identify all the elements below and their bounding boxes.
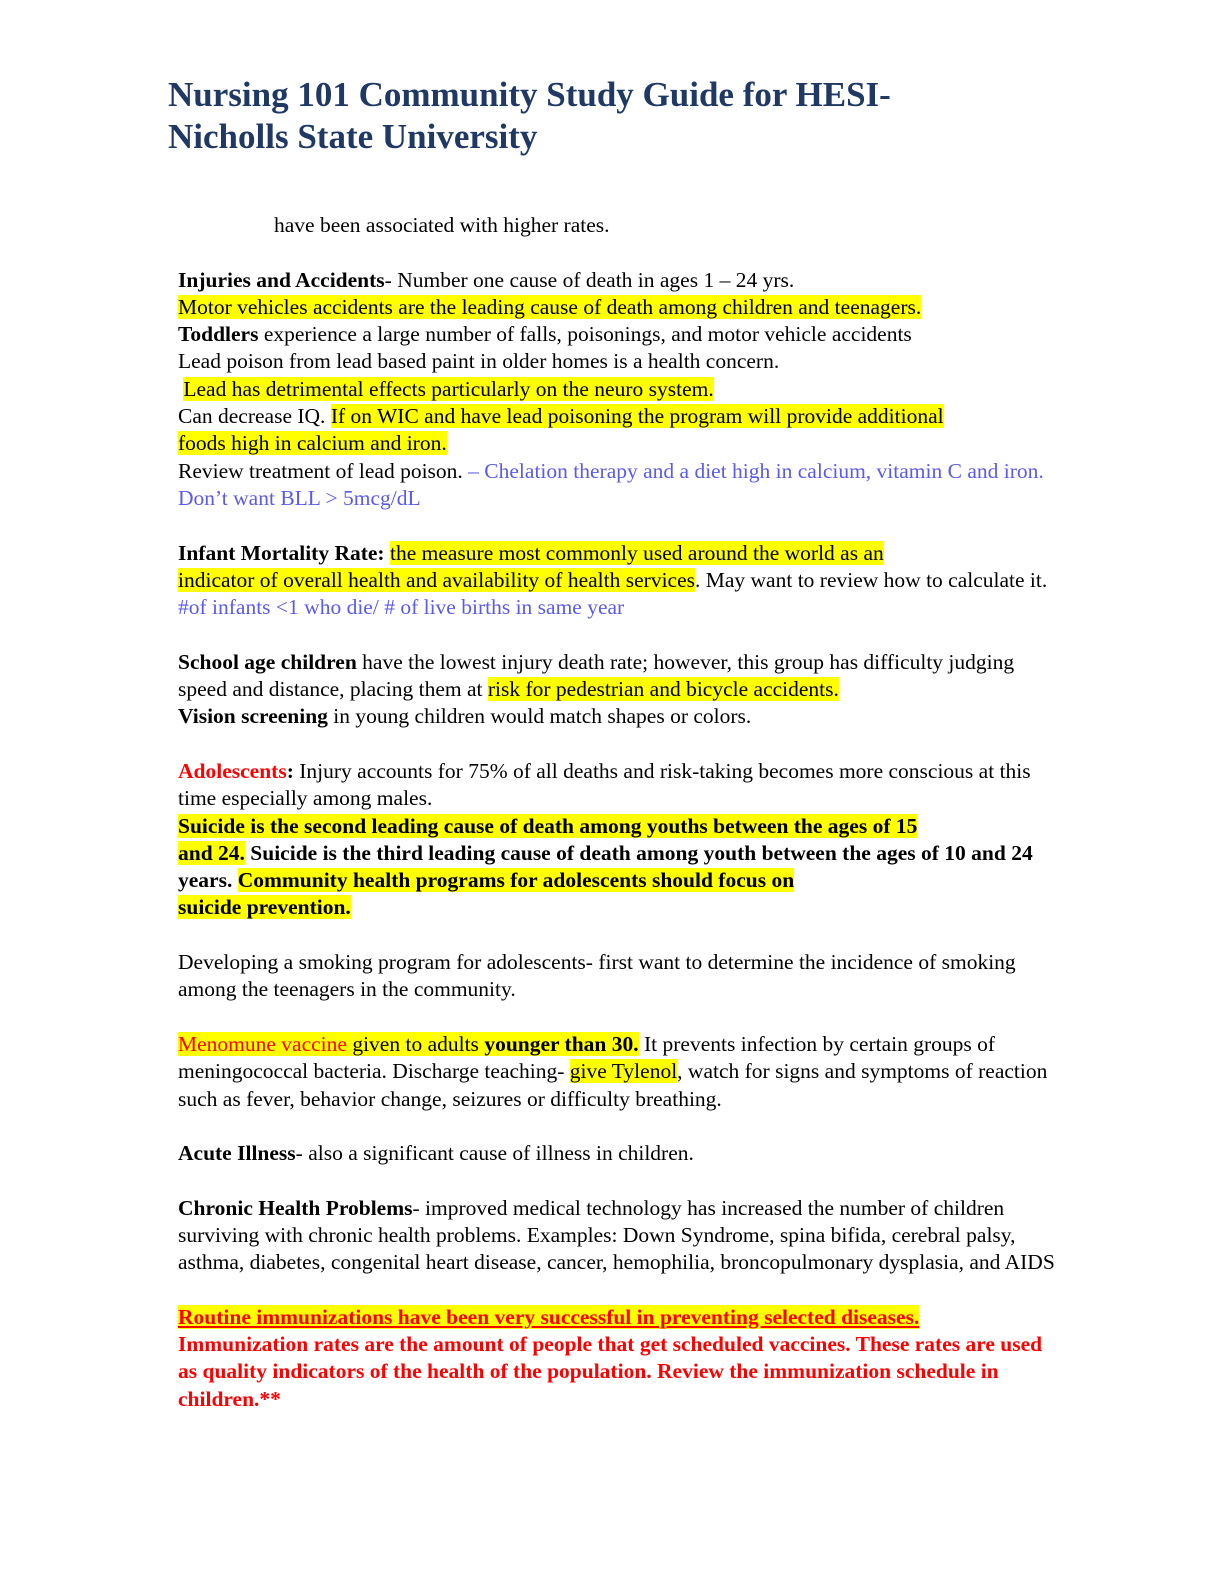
- infant-heading: Infant Mortality Rate:: [178, 540, 385, 565]
- intro-text: have been associated with higher rates.: [274, 213, 610, 237]
- immunization-underlined: Routine immunizations have been very successful in preventing selected diseases.: [178, 1304, 920, 1329]
- suicide-paragraph: [178, 840, 1058, 922]
- infant-highlight-2: indicator of overall health and availability of health services: [178, 567, 695, 592]
- chronic-paragraph: [178, 1195, 1058, 1277]
- infant-rest: . May want to review how to calculate it.: [695, 567, 1048, 592]
- toddlers-text: experience a large number of falls, poisonings, and motor vehicle accidents: [258, 322, 912, 347]
- toddlers-line: [178, 321, 1058, 348]
- school-text: have the lowest injury death rate; however, this group has difficulty judging speed and distance, placing them at: [178, 649, 1015, 702]
- menomune-text-2: , watch for signs and symptoms of reaction such as fever, behavior change, seizures or difficulty breathing.: [178, 1059, 1048, 1111]
- chelation-note: – Chelation therapy and a diet high in calcium, vitamin C and iron. Don’t want BLL > 5mcg/dL: [178, 458, 1044, 510]
- iq-text: Can decrease IQ.: [178, 404, 331, 429]
- acute-paragraph: [178, 1140, 1058, 1167]
- acute-text: - also a significant cause of illness in children.: [295, 1141, 694, 1166]
- lead-effects-line: [178, 376, 1058, 403]
- smoking-paragraph: Developing a smoking program for adolescents- first want to determine the incidence of smoking among the teenagers in the community.: [178, 950, 1016, 1002]
- adolescents-text: Injury accounts for 75% of all deaths and risk-taking becomes more conscious at this time especially among males.: [178, 758, 1031, 811]
- infant-line-2: [178, 567, 1058, 622]
- injuries-heading-line: [178, 267, 1058, 294]
- immunization-text: Immunization rates are the amount of people that get scheduled vaccines. These rates are used as quality indicators of the health of the population. Review the immunization schedule in children.**: [178, 1332, 1043, 1411]
- infant-highlight-1: the measure most commonly used around the world as an: [389, 540, 884, 565]
- infant-line-1: [178, 540, 1058, 567]
- injuries-heading-rest: - Number one cause of death in ages 1 – 24 yrs.: [384, 267, 795, 292]
- review-text: Review treatment of lead poison.: [178, 458, 469, 483]
- motor-vehicle-highlight: Motor vehicles accidents are the leading cause of death among children and teenagers.: [178, 294, 922, 319]
- document-body: [178, 212, 1058, 1413]
- wic-highlight-1: If on WIC and have lead poisoning the program will provide additional: [330, 404, 944, 429]
- program-highlight-1: Community health programs for adolescents should focus on: [237, 868, 795, 893]
- page-title: [168, 74, 891, 158]
- acute-heading: Acute Illness: [178, 1141, 296, 1166]
- suicide-third: Suicide is the third leading cause of death among youth between the ages of 10 and 24 years.: [178, 840, 1033, 893]
- title-line-1: Nursing 101 Community Study Guide for HESI-: [168, 75, 891, 114]
- school-risk-highlight: risk for pedestrian and bicycle accidents.: [487, 677, 839, 702]
- wic-line-2: [178, 430, 1058, 457]
- injuries-heading: Injuries and Accidents: [178, 267, 385, 292]
- tylenol-highlight: give Tylenol: [569, 1059, 678, 1084]
- suicide-highlight-1: Suicide is the second leading cause of death among youths between the ages of 15: [178, 813, 918, 838]
- adolescents-heading: Adolescents: [178, 758, 287, 783]
- menomune-text: It prevents infection by certain groups of meningococcal bacteria. Discharge teaching-: [178, 1031, 996, 1084]
- menomune-age: younger than 30.: [484, 1031, 639, 1056]
- suicide-line-1: [178, 813, 1058, 840]
- review-line: [178, 458, 1058, 513]
- vision-label: Vision screening: [178, 704, 328, 729]
- suicide-highlight-2: and 24.: [178, 840, 245, 865]
- toddlers-label: Toddlers: [178, 322, 259, 347]
- wic-highlight-2: foods high in calcium and iron.: [178, 431, 447, 456]
- iq-wic-line: [178, 403, 1058, 430]
- chronic-heading: Chronic Health Problems: [178, 1195, 413, 1220]
- school-paragraph: [178, 649, 1058, 731]
- infant-formula: #of infants <1 who die/ # of live births in same year: [178, 595, 625, 620]
- adolescents-paragraph: [178, 758, 1058, 813]
- program-highlight-2: suicide prevention.: [178, 895, 351, 920]
- title-line-2: Nicholls State University: [168, 117, 538, 156]
- school-heading: School age children: [178, 649, 357, 674]
- vision-text: in young children would match shapes or colors.: [327, 704, 752, 729]
- menomune-name: Menomune vaccine: [178, 1031, 347, 1056]
- lead-poison-line: Lead poison from lead based paint in older homes is a health concern.: [178, 349, 780, 374]
- motor-vehicle-line: [178, 294, 1058, 321]
- menomune-paragraph: [178, 1031, 1058, 1113]
- menomune-given: given to adults: [346, 1031, 485, 1056]
- adolescents-colon: :: [286, 758, 294, 783]
- chronic-text: - improved medical technology has increased the number of children surviving with chronic health problems. Examples: Down Syndrome, spina bifida, cerebral palsy, asthma, diabetes, congenital heart disease, cancer, hemophilia, broncopulmonary dysplasia, and AIDS: [178, 1195, 1055, 1275]
- immunization-paragraph: [178, 1304, 1058, 1413]
- lead-effects-highlight: Lead has detrimental effects particularly on the neuro system.: [183, 376, 714, 401]
